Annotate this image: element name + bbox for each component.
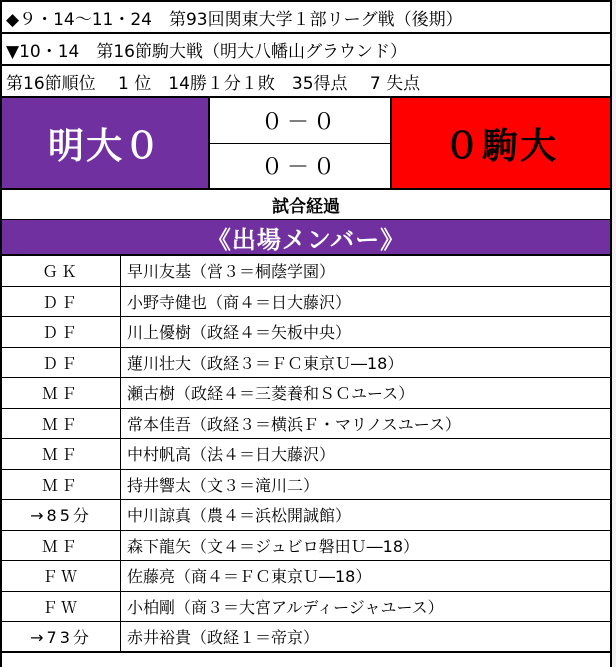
player-row (2, 592, 610, 623)
away-team-score: ０駒大 (390, 98, 610, 188)
half-scores (210, 98, 390, 188)
player-name: 中川諒真（農４＝浜松開誠館） (127, 506, 352, 526)
player-row (2, 287, 610, 318)
player-position: ＭＦ (2, 378, 121, 408)
player-position: ＦＷ (2, 561, 121, 591)
player-name: 小柏剛（商３＝大宮アルディージャユース） (127, 597, 444, 617)
player-name: 常本佳吾（政経３＝横浜Ｆ・マリノスユース） (127, 414, 461, 434)
player-row (2, 531, 610, 562)
league-line: ◆９・14～11・24 第93回関東大学１部リーグ戦（後期） (2, 0, 610, 34)
player-name: 小野寺健也（商４＝日大藤沢） (127, 292, 352, 312)
player-name: 蓮川壮大（政経３＝ＦＣ東京Ｕ―18） (127, 353, 404, 373)
player-list (2, 256, 610, 653)
home-team-score: 明大０ (2, 98, 210, 188)
player-row (2, 256, 610, 287)
player-row (2, 470, 610, 501)
second-half-score: ０－０ (260, 155, 339, 181)
scoreboard (2, 98, 610, 190)
player-position: →73分 (2, 622, 121, 651)
player-name: 持井響太（文３＝滝川二） (127, 475, 320, 495)
player-position: ＭＦ (2, 470, 121, 500)
player-position: ＧＫ (2, 256, 121, 286)
player-name: 中村帆高（法４＝日大藤沢） (127, 445, 336, 465)
player-row (2, 409, 610, 440)
player-name: 森下龍矢（文４＝ジュビロ磐田Ｕ―18） (127, 536, 420, 556)
player-position: ＦＷ (2, 592, 121, 622)
members-title: 《出場メンバー》 (2, 220, 610, 256)
player-name: 佐藤亮（商４＝ＦＣ東京Ｕ―18） (127, 567, 372, 587)
match-line: ▼10・14 第16節駒大戦（明大八幡山グラウンド） (2, 34, 610, 66)
player-name: 赤井裕貴（政経１＝帝京） (127, 627, 320, 647)
player-position: ＭＦ (2, 531, 121, 561)
player-name: 早川友基（営３＝桐蔭学園） (127, 262, 336, 282)
player-name: 瀬古樹（政経４＝三菱養和ＳＣユース） (127, 384, 415, 404)
match-progress-label: 試合経過 (2, 190, 610, 220)
standing-line: 第16節順位 1 位 14勝１分１敗 35得点 7 失点 (2, 66, 610, 98)
player-position: ＭＦ (2, 439, 121, 469)
player-position: ＤＦ (2, 348, 121, 378)
player-row (2, 622, 610, 653)
player-position: →85分 (2, 500, 121, 530)
sheet-gutter (612, 0, 616, 667)
player-position: ＤＦ (2, 317, 121, 347)
player-row (2, 561, 610, 592)
player-row (2, 348, 610, 379)
player-row (2, 439, 610, 470)
player-row (2, 378, 610, 409)
player-position: ＭＦ (2, 409, 121, 439)
player-row (2, 500, 610, 531)
player-row (2, 317, 610, 348)
first-half-score: ０－０ (210, 98, 390, 144)
player-name: 川上優樹（政経４＝矢板中央） (127, 323, 352, 343)
player-position: ＤＦ (2, 287, 121, 317)
